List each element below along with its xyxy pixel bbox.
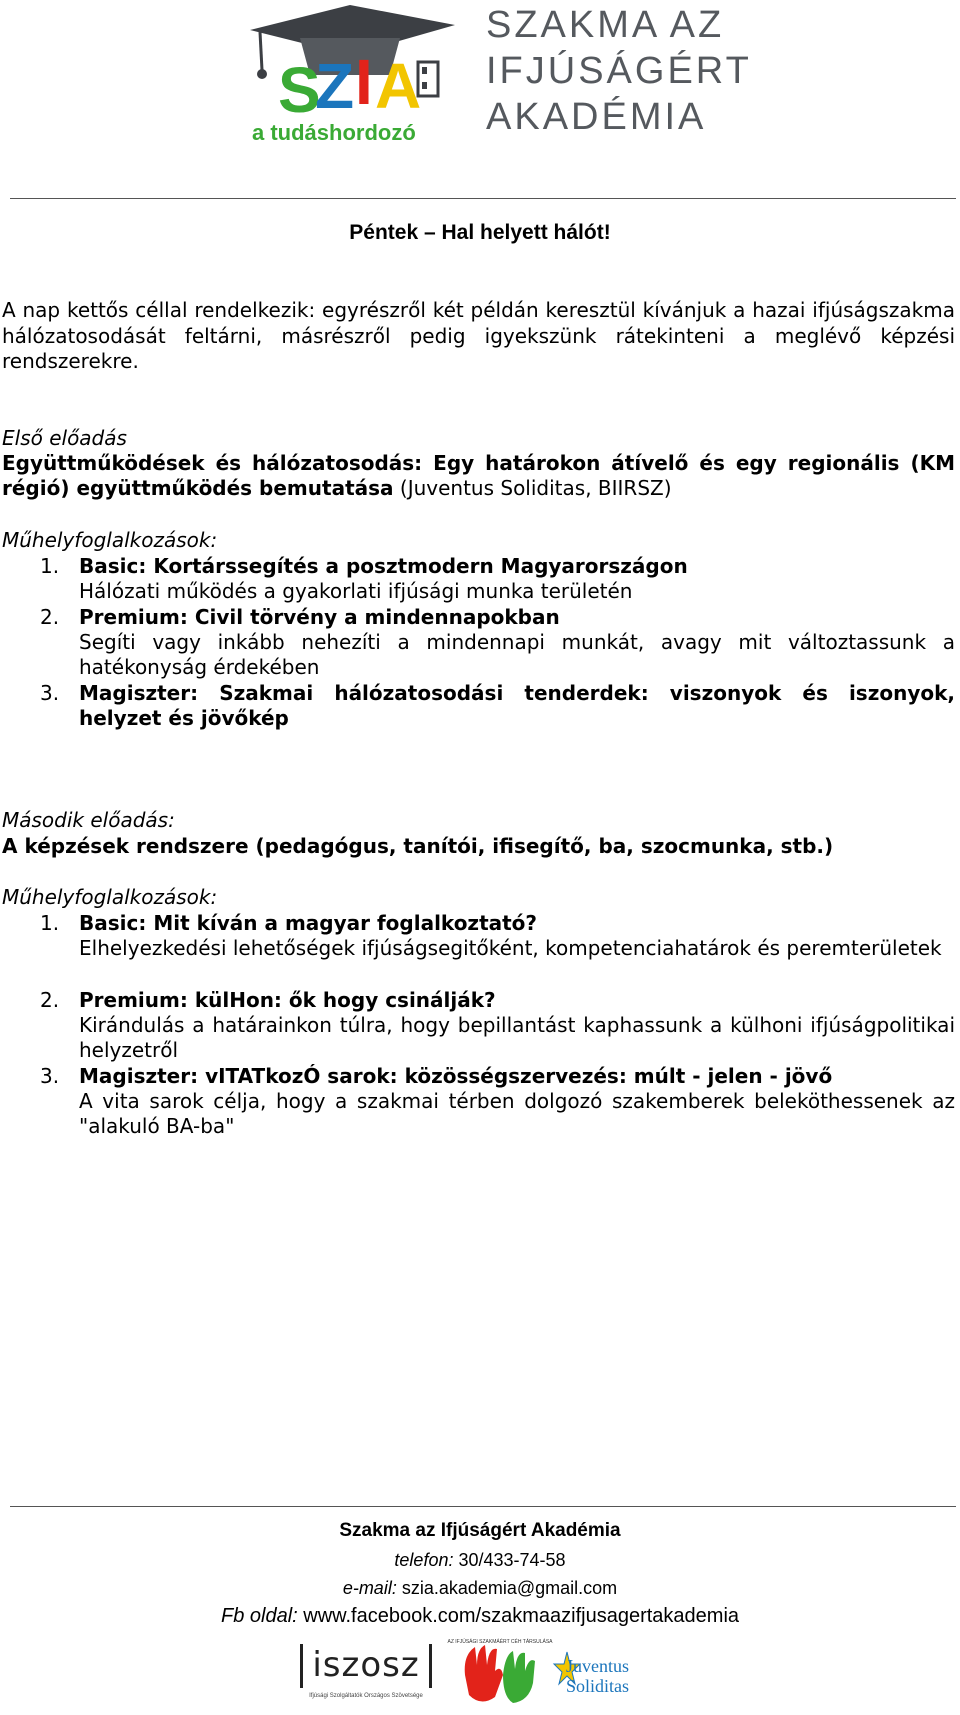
workshop-description: Hálózati működés a gyakorlati ifjúsági munka területén [79, 579, 633, 603]
workshop-number: 3. [40, 1064, 60, 1088]
workshop-item [79, 554, 955, 604]
first-workshops-label: Műhelyfoglalkozások: [2, 528, 218, 552]
logo-line-2: IFJÚSÁGÉRT [486, 50, 752, 92]
footer-org-name: Szakma az Ifjúságért Akadémia [339, 1520, 621, 1541]
first-lecture-heading [2, 451, 955, 501]
hands-logo-caption: AZ IFJÚSÁGI SZAKMÁÉRT CÉH TÁRSULÁSA [447, 1639, 553, 1645]
workshop-title: Basic: Kortárssegítés a posztmodern Magyarországon [79, 554, 688, 578]
workshop-description: Elhelyezkedési lehetőségek ifjúságsegitőként, kompetenciahatárok és peremterületek [79, 936, 942, 960]
workshop-number: 1. [40, 911, 60, 935]
footer-email [0, 1575, 960, 1601]
workshop-number: 2. [40, 605, 60, 629]
hands-logo [447, 1635, 553, 1711]
page-title: Péntek – Hal helyett hálót! [349, 221, 611, 244]
logo-line-3: AKADÉMIA [486, 96, 707, 138]
soliditas-word: Soliditas [566, 1676, 630, 1696]
svg-text:S: S [278, 54, 321, 126]
second-lecture-heading: A képzések rendszere (pedagógus, tanítói, ifisegítő, ba, szocmunka, stb.) [2, 834, 834, 858]
logo-tagline: a tudáshordozó [252, 120, 416, 145]
workshop-title: Basic: Mit kíván a magyar foglalkoztató? [79, 911, 538, 935]
workshop-description: Segíti vagy inkább nehezíti a mindennapi munkát, avagy mit változtassunk a hatékonyság érdekében [79, 630, 955, 679]
logo-line-1: SZAKMA AZ [486, 4, 725, 46]
footer-facebook [0, 1602, 960, 1630]
svg-text:A: A [375, 50, 422, 122]
email-label: e-mail: [342, 1578, 397, 1598]
workshop-item [79, 681, 955, 731]
first-lecture-label: Első előadás [2, 426, 127, 450]
workshop-description: Kirándulás a határainkon túlra, hogy bepillantást kaphassunk a külhoni ifjúságpolitikai helyzetről [79, 1013, 955, 1062]
workshop-item [79, 1064, 955, 1139]
workshop-title: Magiszter: Szakmai hálózatosodási tenderdek: viszonyok és iszonyok, helyzet és jövőkép [79, 681, 955, 730]
juventus-soliditas-logo [552, 1650, 637, 1710]
iszosz-logo-subtitle: Ifjúsági Szolgáltatók Országos Szövetsége [309, 1693, 423, 1699]
workshop-item [79, 911, 955, 961]
phone-label: telefon: [394, 1550, 454, 1570]
facebook-label: Fb oldal: [220, 1605, 298, 1627]
workshop-number: 1. [40, 554, 60, 578]
second-lecture-label: Második előadás: [2, 808, 175, 832]
szia-graduation-cap-logo [240, 0, 465, 150]
workshop-item [79, 605, 955, 680]
second-workshops-label: Műhelyfoglalkozások: [2, 885, 218, 909]
workshop-title: Premium: Civil törvény a mindennapokban [79, 605, 560, 629]
workshop-number: 2. [40, 988, 60, 1012]
footer-phone [0, 1547, 960, 1573]
iszosz-logo-text: iszosz [300, 1644, 432, 1688]
workshop-description: A vita sarok célja, hogy a szakmai térben dolgozó szakemberek beleköthessenek az "alakuló BA-ba" [79, 1089, 955, 1138]
first-lecture-title: Együttműködések és hálózatosodás: Egy határokon átívelő és egy regionális (KM régió) együttműködés bemutatása [2, 451, 955, 500]
svg-text:Z: Z [315, 50, 355, 122]
juventus-word: Juventus [566, 1656, 629, 1676]
email-value[interactable]: szia.akademia@gmail.com [396, 1578, 618, 1598]
phone-value: 30/433-74-58 [453, 1550, 566, 1570]
workshop-number: 3. [40, 681, 60, 705]
workshop-title: Magiszter: vITATkozÓ sarok: közösségszervezés: múlt - jelen - jövő [79, 1064, 833, 1088]
facebook-link[interactable]: www.facebook.com/szakmaazifjusagertakademia [297, 1605, 740, 1627]
logo-text-block [486, 2, 752, 140]
svg-text:I: I [355, 46, 373, 118]
workshop-title: Premium: külHon: ők hogy csinálják? [79, 988, 496, 1012]
intro-paragraph: A nap kettős céllal rendelkezik: egyrészről két példán keresztül kívánjuk a hazai ifjúságszakma hálózatosodását feltárni, másrészről pedig igyekszünk rátekinteni a meglévő képzési rendszerekre. [2, 298, 955, 373]
footer-divider [10, 1506, 956, 1507]
header-divider [10, 198, 956, 199]
iszosz-logo [300, 1640, 435, 1708]
header-logo [240, 0, 752, 150]
workshop-item [79, 988, 955, 1063]
first-lecture-presenters: (Juventus Soliditas, BIIRSZ) [393, 476, 672, 500]
